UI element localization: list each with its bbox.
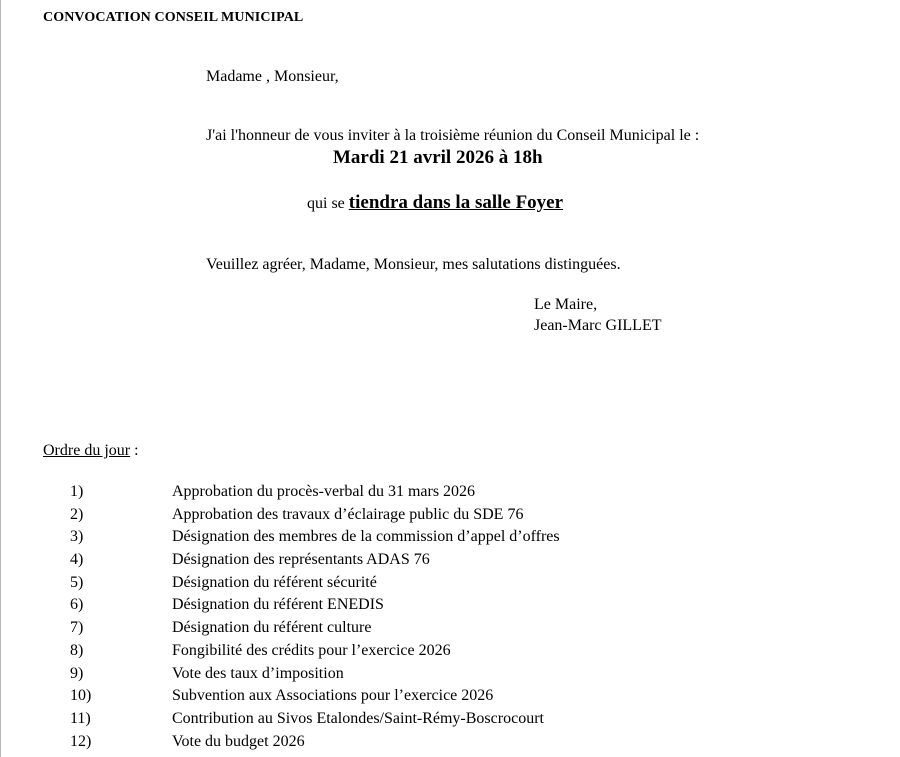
agenda-item-number: 12) (70, 732, 92, 750)
agenda-item-number: 6) (70, 596, 84, 614)
agenda-item (0, 732, 900, 755)
agenda-item (0, 527, 900, 550)
agenda-item-number: 9) (70, 664, 84, 682)
agenda-item (0, 550, 900, 573)
agenda-item-text: Désignation du référent culture (172, 619, 372, 637)
venue-line (307, 193, 563, 214)
agenda-item (0, 709, 900, 732)
agenda-item-text: Fongibilité des crédits pour l’exercice 2026 (172, 641, 451, 659)
agenda-item-text: Vote du budget 2026 (172, 732, 305, 750)
invitation-intro: J'ai l'honneur de vous inviter à la troisième réunion du Conseil Municipal le : (206, 127, 700, 144)
signature-name: Jean-Marc GILLET (534, 317, 662, 334)
agenda-item-text: Vote des taux d’imposition (172, 664, 344, 682)
agenda-item-text: Contribution au Sivos Etalondes/Saint-Rémy-Boscrocourt (172, 709, 544, 727)
agenda-list (0, 482, 900, 754)
agenda-item-number: 7) (70, 619, 84, 637)
salutation: Madame , Monsieur, (206, 68, 339, 85)
agenda-item-text: Désignation du référent sécurité (172, 573, 377, 591)
venue-prefix: qui se (307, 195, 345, 212)
agenda-item-number: 11) (70, 709, 91, 727)
agenda-item (0, 573, 900, 596)
agenda-item (0, 618, 900, 641)
agenda-heading-label: Ordre du jour (43, 442, 131, 459)
agenda-item-number: 8) (70, 641, 84, 659)
agenda-item-text: Désignation du référent ENEDIS (172, 596, 384, 614)
agenda-item (0, 641, 900, 664)
agenda-item (0, 595, 900, 618)
agenda-item-number: 10) (70, 687, 92, 705)
agenda-item-number: 3) (70, 528, 84, 546)
agenda-item-number: 1) (70, 483, 84, 500)
agenda-item (0, 482, 900, 505)
closing-formula: Veuillez agréer, Madame, Monsieur, mes salutations distinguées. (206, 256, 621, 273)
agenda-item (0, 505, 900, 528)
agenda-item-number: 2) (70, 505, 84, 523)
agenda-item-number: 4) (70, 551, 84, 569)
agenda-heading-suffix: : (130, 442, 139, 459)
agenda-item-text: Désignation des membres de la commission d’appel d’offres (172, 528, 560, 546)
agenda-item (0, 664, 900, 687)
venue-name: tiendra dans la salle Foyer (348, 192, 564, 213)
agenda-item-text: Approbation des travaux d’éclairage public du SDE 76 (172, 505, 524, 523)
signature-title: Le Maire, (534, 296, 598, 313)
document-title: CONVOCATION CONSEIL MUNICIPAL (43, 10, 304, 25)
agenda-item-text: Désignation des représentants ADAS 76 (172, 551, 430, 569)
agenda-item-text: Subvention aux Associations pour l’exercice 2026 (172, 687, 494, 705)
agenda-item-number: 5) (70, 573, 84, 591)
agenda-item (0, 686, 900, 709)
agenda-heading (43, 441, 139, 461)
agenda-item-text: Approbation du procès-verbal du 31 mars 2026 (172, 483, 476, 500)
meeting-date: Mardi 21 avril 2026 à 18h (333, 147, 543, 168)
